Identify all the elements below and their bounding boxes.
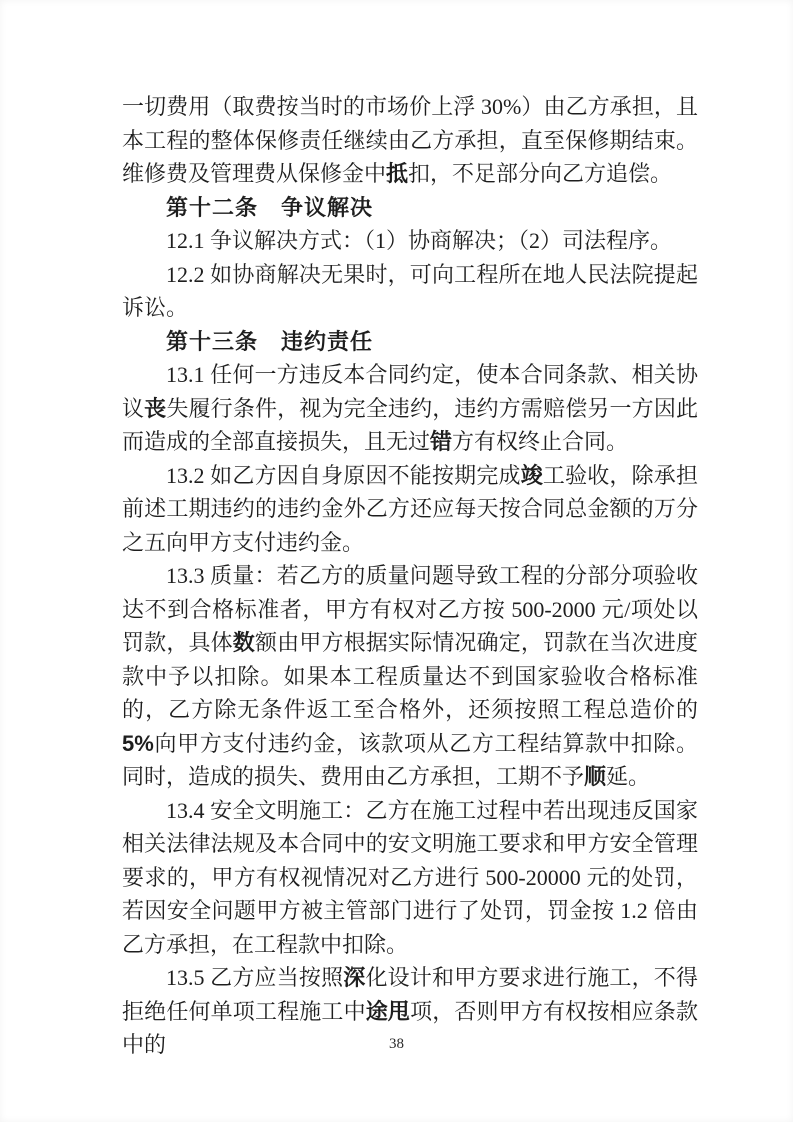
text-run: 13.5 乙方应当按照 — [166, 965, 344, 990]
text-run: 13.3 质量：若乙方的质量问题导致工程的分部分项验收达不到合格标准者，甲方有权对乙方按 500-2000 元/项处以罚款，具体 — [122, 563, 698, 655]
heading-article-12-dispute-resolution — [122, 191, 698, 225]
text-run: 方有权终止合同。 — [452, 429, 629, 454]
contract-text-body — [122, 90, 698, 1062]
text-run: 化设计和甲方要求进行施工，不得拒绝任何单项工程施工中 — [122, 965, 698, 1024]
text-run: 项，否则甲方有权按相应条款中的 — [122, 998, 698, 1057]
paragraph-clause-13-4 — [122, 794, 698, 962]
text-run: 工验收，除承担前述工期违约的违约金外乙方还应每天按合同总金额的万分之五向甲方支付违约金。 — [122, 462, 698, 555]
paragraph-clause-13-2 — [122, 459, 698, 560]
text-run: 13.4 安全文明施工：乙方在施工过程中若出现违反国家相关法律法规及本合同中的安文明施工要求和甲方安全管理要求的，甲方有权视情况对乙方进行 500-20000 元的处罚，若因安全问题甲方被主管部门进行了处罚，罚金按 1.2 倍由乙方承担，在工程款中扣除。 — [122, 797, 698, 957]
page-number: 38 — [389, 1036, 404, 1052]
paragraph-clause-12-1 — [122, 224, 698, 258]
text-run: 延。 — [606, 764, 651, 789]
heading-article-13-breach-liability — [122, 325, 698, 359]
text-run: 13.2 如乙方因自身原因不能按期完成 — [166, 462, 521, 488]
text-run: 13.1 任何一方违反本合同约定，使本合同条款、相关协议 — [122, 362, 698, 421]
paragraph-clause-13-3 — [122, 559, 698, 794]
text-run: 途甩 — [365, 998, 411, 1024]
paragraph-warranty-continuation — [122, 90, 698, 191]
text-run: 丧 — [144, 395, 167, 421]
text-run: 深 — [343, 965, 366, 990]
text-run: 向甲方支付违约金，该款项从乙方工程结算款中扣除。同时，造成的损失、费用由乙方承担，工期不予 — [122, 730, 698, 789]
text-run: 一切费用（取费按当时的市场价上浮 30%）由乙方承担，且本工程的整体保修责任继续由乙方承担，直至保修期结束。维修费及管理费从保修金中 — [122, 94, 698, 186]
text-run: 扣，不足部分向乙方追偿。 — [408, 161, 673, 186]
text-run: 12.2 如协商解决无果时，可向工程所在地人民法院提起诉讼。 — [122, 261, 698, 320]
text-run: 顺 — [584, 764, 607, 789]
text-run: 第十二条 争议解决 — [166, 194, 374, 220]
paragraph-clause-13-1 — [122, 358, 698, 459]
text-run: 竣 — [520, 462, 543, 488]
text-run: 12.1 争议解决方式：（1）协商解决；（2）司法程序。 — [166, 228, 673, 253]
text-run: 失履行条件，视为完全违约，违约方需赔偿另一方因此而造成的全部直接损失，且无过 — [122, 395, 698, 454]
text-run: 错 — [430, 429, 453, 454]
text-run: 额由甲方根据实际情况确定，罚款在当次进度款中予以扣除。如果本工程质量达不到国家验收合格标准的，乙方除无条件返工至合格外，还须按照工程总造价的 — [122, 630, 698, 722]
paragraph-clause-12-2 — [122, 258, 698, 325]
text-run: 抵 — [386, 161, 409, 186]
text-run: 5% — [122, 730, 154, 756]
text-run: 第十三条 违约责任 — [166, 328, 374, 354]
text-run: 数 — [232, 630, 255, 655]
